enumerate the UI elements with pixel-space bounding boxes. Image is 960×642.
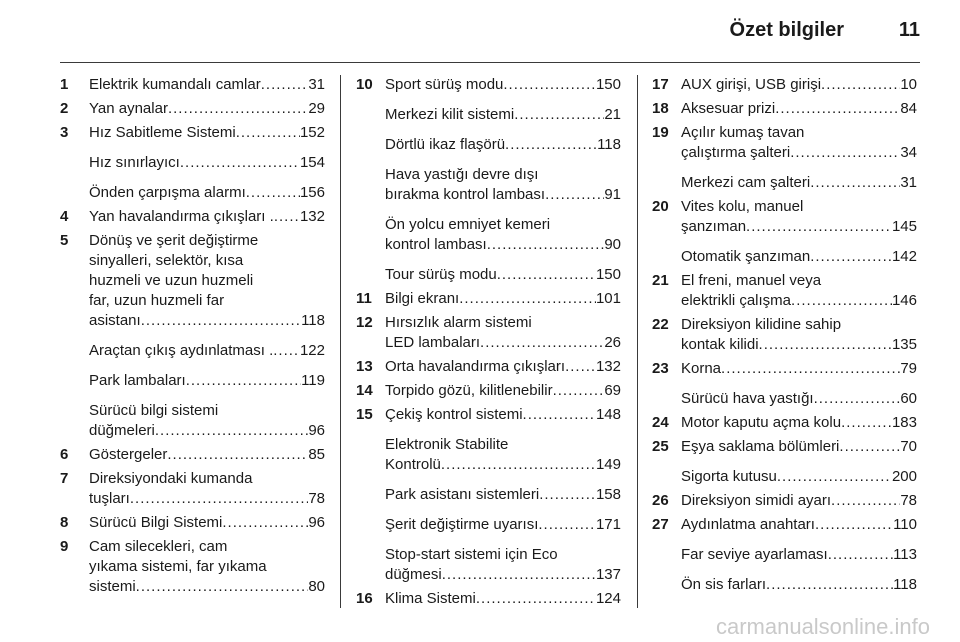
entry-page: 79: [900, 360, 917, 377]
entry-number: 13: [356, 358, 373, 375]
entry-number: [60, 341, 89, 361]
entry-page: 118: [893, 576, 917, 593]
leader-dots: [441, 455, 596, 475]
leader-dots: [821, 75, 900, 95]
entry-number: [60, 153, 89, 173]
index-entry: [356, 515, 621, 535]
entry-text: düğmeleri: [89, 422, 155, 439]
leader-dots: [839, 437, 900, 457]
entry-number: [356, 105, 385, 125]
entry-page: 31: [308, 76, 325, 93]
entry-text: Hız sınırlayıcı: [89, 154, 180, 171]
header-rule: [60, 62, 920, 63]
entry-number: 4: [60, 208, 69, 225]
leader-dots: [766, 575, 893, 595]
leader-dots: [480, 333, 604, 353]
entry-text: far, uzun huzmeli far: [89, 292, 225, 309]
page-title: Özet bilgiler: [729, 19, 844, 41]
index-entry: [60, 153, 325, 173]
index-column-1: [60, 75, 325, 601]
page-number: 11: [898, 19, 920, 41]
index-entry: [652, 247, 917, 267]
entry-number: 22: [652, 316, 669, 333]
entry-page: 60: [900, 390, 917, 407]
index-entry: [60, 371, 325, 391]
leader-dots: [186, 371, 301, 391]
entry-page: 101: [595, 290, 621, 307]
index-entry: [652, 75, 917, 95]
entry-text: Göstergeler: [89, 446, 168, 463]
index-entry: [652, 437, 917, 457]
index-entry: [356, 105, 621, 125]
leader-dots: [514, 105, 604, 125]
entry-number: [356, 265, 385, 285]
entry-page: 110: [893, 516, 917, 533]
index-entry: [60, 445, 325, 465]
leader-dots: [180, 153, 300, 173]
entry-page: 154: [299, 154, 325, 171]
entry-page: 70: [900, 438, 917, 455]
leader-dots: [503, 75, 596, 95]
entry-page: 113: [893, 546, 917, 563]
entry-text: Şerit değiştirme uyarısı: [385, 516, 539, 533]
entry-number: 9: [60, 538, 69, 555]
entry-text: Önden çarpışma alarmı: [89, 184, 246, 201]
leader-dots: [815, 515, 893, 535]
entry-page: 200: [891, 468, 917, 485]
entry-number: 18: [652, 100, 669, 117]
leader-dots: [442, 565, 596, 585]
entry-text: şanzıman: [681, 218, 747, 235]
leader-dots: [155, 421, 308, 441]
entry-text: Korna: [681, 360, 722, 377]
entry-number: 14: [356, 382, 373, 399]
entry-text: Klima Sistemi: [385, 590, 476, 607]
entry-number: 17: [652, 76, 669, 93]
entry-number: [356, 545, 385, 585]
index-entry: [356, 405, 621, 425]
entry-number: 23: [652, 360, 669, 377]
entry-number: 24: [652, 414, 669, 431]
index-entry: [60, 469, 325, 509]
leader-dots: [810, 173, 900, 193]
entry-text: yıkama sistemi, far yıkama: [89, 558, 267, 575]
entry-text: kontrol lambası: [385, 236, 487, 253]
entry-number: 3: [60, 124, 69, 141]
entry-number: 25: [652, 438, 669, 455]
index-entry: [652, 359, 917, 379]
entry-page: 148: [595, 406, 621, 423]
index-entry: [356, 313, 621, 353]
entry-page: 10: [900, 76, 917, 93]
entry-text: Direksiyondaki kumanda: [89, 470, 253, 487]
entry-text: Orta havalandırma çıkışları: [385, 358, 566, 375]
entry-text: Aydınlatma anahtarı: [681, 516, 815, 533]
leader-dots: [841, 413, 892, 433]
leader-dots: [274, 207, 300, 227]
entry-number: 27: [652, 516, 669, 533]
entry-page: 119: [301, 372, 325, 389]
entry-page: 171: [595, 516, 621, 533]
entry-text: Park lambaları: [89, 372, 186, 389]
entry-number: [652, 389, 681, 409]
index-entry: [652, 389, 917, 409]
entry-page: 142: [891, 248, 917, 265]
entry-text: Aksesuar prizi: [681, 100, 776, 117]
entry-page: 156: [299, 184, 325, 201]
index-entry: [60, 341, 325, 361]
leader-dots: [167, 445, 308, 465]
entry-number: 15: [356, 406, 373, 423]
entry-number: 5: [60, 232, 69, 249]
entry-text: Yan aynalar: [89, 100, 168, 117]
index-entry: [356, 135, 621, 155]
entry-text: çalıştırma şalteri: [681, 144, 791, 161]
entry-page: 84: [900, 100, 917, 117]
entry-text: Elektronik Stabilite: [385, 436, 509, 453]
entry-number: [60, 183, 89, 203]
leader-dots: [246, 183, 300, 203]
index-entry: [60, 99, 325, 119]
entry-text: Park asistanı sistemleri: [385, 486, 540, 503]
leader-dots: [759, 335, 892, 355]
leader-dots: [746, 217, 892, 237]
leader-dots: [814, 389, 901, 409]
index-entry: [60, 207, 325, 227]
leader-dots: [790, 143, 900, 163]
entry-text: Açılır kumaş tavan: [681, 124, 805, 141]
entry-text: Stop-start sistemi için Eco: [385, 546, 558, 563]
entry-page: 122: [299, 342, 325, 359]
leader-dots: [545, 185, 604, 205]
entry-page: 150: [595, 266, 621, 283]
entry-number: [356, 165, 385, 205]
entry-text: Torpido gözü, kilitlenebilir: [385, 382, 553, 399]
entry-page: 146: [891, 292, 917, 309]
leader-dots: [565, 357, 596, 377]
entry-number: [356, 135, 385, 155]
index-entry: [60, 75, 325, 95]
entry-page: 124: [595, 590, 621, 607]
entry-page: 132: [299, 208, 325, 225]
index-entry: [652, 271, 917, 311]
entry-text: Sürücü bilgi sistemi: [89, 402, 219, 419]
entry-text: Direksiyon kilidine sahip: [681, 316, 842, 333]
leader-dots: [831, 491, 900, 511]
entry-text: Dönüş ve şerit değiştirme: [89, 232, 259, 249]
index-entry: [60, 183, 325, 203]
entry-number: 11: [356, 290, 372, 307]
entry-page: 80: [308, 578, 325, 595]
entry-number: 16: [356, 590, 373, 607]
leader-dots: [791, 291, 892, 311]
entry-text: Tour sürüş modu: [385, 266, 497, 283]
entry-number: [652, 247, 681, 267]
index-entry: [356, 381, 621, 401]
entry-number: [356, 435, 385, 475]
leader-dots: [777, 467, 892, 487]
entry-text: düğmesi: [385, 566, 442, 583]
leader-dots: [141, 311, 301, 331]
index-entry: [356, 289, 621, 309]
watermark: carmanualsonline.info: [715, 614, 930, 639]
leader-dots: [136, 577, 309, 597]
entry-number: 7: [60, 470, 69, 487]
entry-page: 96: [308, 422, 325, 439]
entry-text: Cam silecekleri, cam: [89, 538, 228, 555]
entry-text: sistemi: [89, 578, 136, 595]
entry-text: El freni, manuel veya: [681, 272, 822, 289]
entry-number: [356, 515, 385, 535]
index-entry: [356, 357, 621, 377]
entry-page: 145: [891, 218, 917, 235]
entry-number: 10: [356, 76, 373, 93]
index-entry: [60, 513, 325, 533]
index-entry: [652, 315, 917, 355]
entry-number: [652, 467, 681, 487]
entry-page: 85: [308, 446, 325, 463]
index-entry: [652, 467, 917, 487]
entry-page: 132: [595, 358, 621, 375]
entry-number: [652, 173, 681, 193]
entry-number: 6: [60, 446, 69, 463]
leader-dots: [261, 75, 309, 95]
entry-page: 91: [604, 186, 621, 203]
entry-text: elektrikli çalışma: [681, 292, 792, 309]
index-entry: [60, 537, 325, 597]
entry-number: 8: [60, 514, 69, 531]
leader-dots: [476, 589, 596, 609]
entry-number: 20: [652, 198, 669, 215]
entry-text: Hırsızlık alarm sistemi: [385, 314, 532, 331]
leader-dots: [539, 485, 596, 505]
leader-dots: [487, 235, 605, 255]
entry-page: 118: [597, 136, 621, 153]
index-entry: [356, 485, 621, 505]
entry-text: sinyalleri, selektör, kısa: [89, 252, 244, 269]
entry-text: Motor kaputu açma kolu: [681, 414, 842, 431]
entry-text: Merkezi cam şalteri: [681, 174, 811, 191]
entry-text: LED lambaları: [385, 334, 481, 351]
entry-text: tuşları: [89, 490, 130, 507]
entry-text: bırakma kontrol lambası: [385, 186, 546, 203]
leader-dots: [553, 381, 605, 401]
index-entry: [652, 173, 917, 193]
page-header: [0, 0, 960, 62]
index-entry: [356, 265, 621, 285]
entry-text: Çekiş kontrol sistemi: [385, 406, 523, 423]
entry-number: [356, 485, 385, 505]
entry-number: [60, 401, 89, 441]
entry-number: 26: [652, 492, 669, 509]
leader-dots: [523, 405, 596, 425]
entry-text: Direksiyon simidi ayarı: [681, 492, 832, 509]
entry-page: 26: [604, 334, 621, 351]
entry-text: Far seviye ayarlaması: [681, 546, 828, 563]
leader-dots: [775, 99, 900, 119]
index-entry: [356, 75, 621, 95]
entry-page: 137: [595, 566, 621, 583]
leader-dots: [497, 265, 596, 285]
entry-text: asistanı: [89, 312, 141, 329]
index-entry: [60, 401, 325, 441]
entry-page: 135: [891, 336, 917, 353]
entry-number: 19: [652, 124, 669, 141]
entry-page: 90: [604, 236, 621, 253]
column-divider: [340, 75, 341, 608]
index-entry: [652, 515, 917, 535]
leader-dots: [505, 135, 597, 155]
entry-text: Otomatik şanzıman: [681, 248, 811, 265]
index-entry: [652, 545, 917, 565]
entry-text: Sürücü hava yastığı: [681, 390, 814, 407]
index-entry: [652, 575, 917, 595]
index-entry: [652, 123, 917, 163]
entry-text: Eşya saklama bölümleri: [681, 438, 840, 455]
entry-page: 78: [308, 490, 325, 507]
leader-dots: [273, 341, 300, 361]
entry-page: 158: [595, 486, 621, 503]
entry-page: 96: [308, 514, 325, 531]
leader-dots: [538, 515, 596, 535]
entry-text: Kontrolü: [385, 456, 441, 473]
leader-dots: [721, 359, 900, 379]
index-entry: [652, 197, 917, 237]
entry-text: AUX girişi, USB girişi: [681, 76, 822, 93]
entry-text: Ön sis farları: [681, 576, 767, 593]
entry-number: [356, 215, 385, 255]
entry-number: [652, 545, 681, 565]
index-entry: [60, 231, 325, 331]
leader-dots: [459, 289, 596, 309]
index-column-2: [356, 75, 621, 613]
entry-text: kontak kilidi: [681, 336, 759, 353]
index-entry: [356, 545, 621, 585]
index-entry: [652, 99, 917, 119]
index-entry: [356, 435, 621, 475]
entry-number: 21: [652, 272, 669, 289]
entry-number: 1: [60, 76, 69, 93]
entry-number: [60, 371, 89, 391]
entry-text: Sport sürüş modu: [385, 76, 504, 93]
entry-text: Elektrik kumandalı camlar: [89, 76, 261, 93]
index-entry: [652, 413, 917, 433]
entry-text: Merkezi kilit sistemi: [385, 106, 515, 123]
entry-page: 31: [900, 174, 917, 191]
column-divider: [637, 75, 638, 608]
entry-number: 2: [60, 100, 69, 117]
entry-page: 152: [299, 124, 325, 141]
entry-text: Araçtan çıkış aydınlatması .: [89, 342, 274, 359]
index-entry: [356, 215, 621, 255]
entry-text: Sürücü Bilgi Sistemi: [89, 514, 223, 531]
index-entry: [356, 165, 621, 205]
entry-page: 29: [308, 100, 325, 117]
index-entry: [652, 491, 917, 511]
leader-dots: [236, 123, 300, 143]
leader-dots: [130, 489, 308, 509]
leader-dots: [828, 545, 893, 565]
entry-text: Dörtlü ikaz flaşörü: [385, 136, 506, 153]
index-entry: [60, 123, 325, 143]
entry-text: huzmeli ve uzun huzmeli: [89, 272, 254, 289]
entry-text: Sigorta kutusu: [681, 468, 777, 485]
index-entry: [356, 589, 621, 609]
index-column-3: [652, 75, 917, 599]
entry-page: 118: [301, 312, 325, 329]
entry-page: 78: [900, 492, 917, 509]
entry-page: 183: [891, 414, 917, 431]
entry-page: 34: [900, 144, 917, 161]
entry-text: Hız Sabitleme Sistemi: [89, 124, 236, 141]
entry-text: Vites kolu, manuel: [681, 198, 804, 215]
entry-page: 69: [604, 382, 621, 399]
leader-dots: [222, 513, 308, 533]
entry-text: Hava yastığı devre dışı: [385, 166, 539, 183]
entry-text: Yan havalandırma çıkışları .: [89, 208, 274, 225]
leader-dots: [168, 99, 308, 119]
leader-dots: [810, 247, 892, 267]
entry-number: 12: [356, 314, 373, 331]
entry-text: Ön yolcu emniyet kemeri: [385, 216, 551, 233]
entry-page: 21: [604, 106, 621, 123]
entry-page: 150: [595, 76, 621, 93]
entry-page: 149: [595, 456, 621, 473]
entry-number: [652, 575, 681, 595]
entry-text: Bilgi ekranı: [385, 290, 460, 307]
